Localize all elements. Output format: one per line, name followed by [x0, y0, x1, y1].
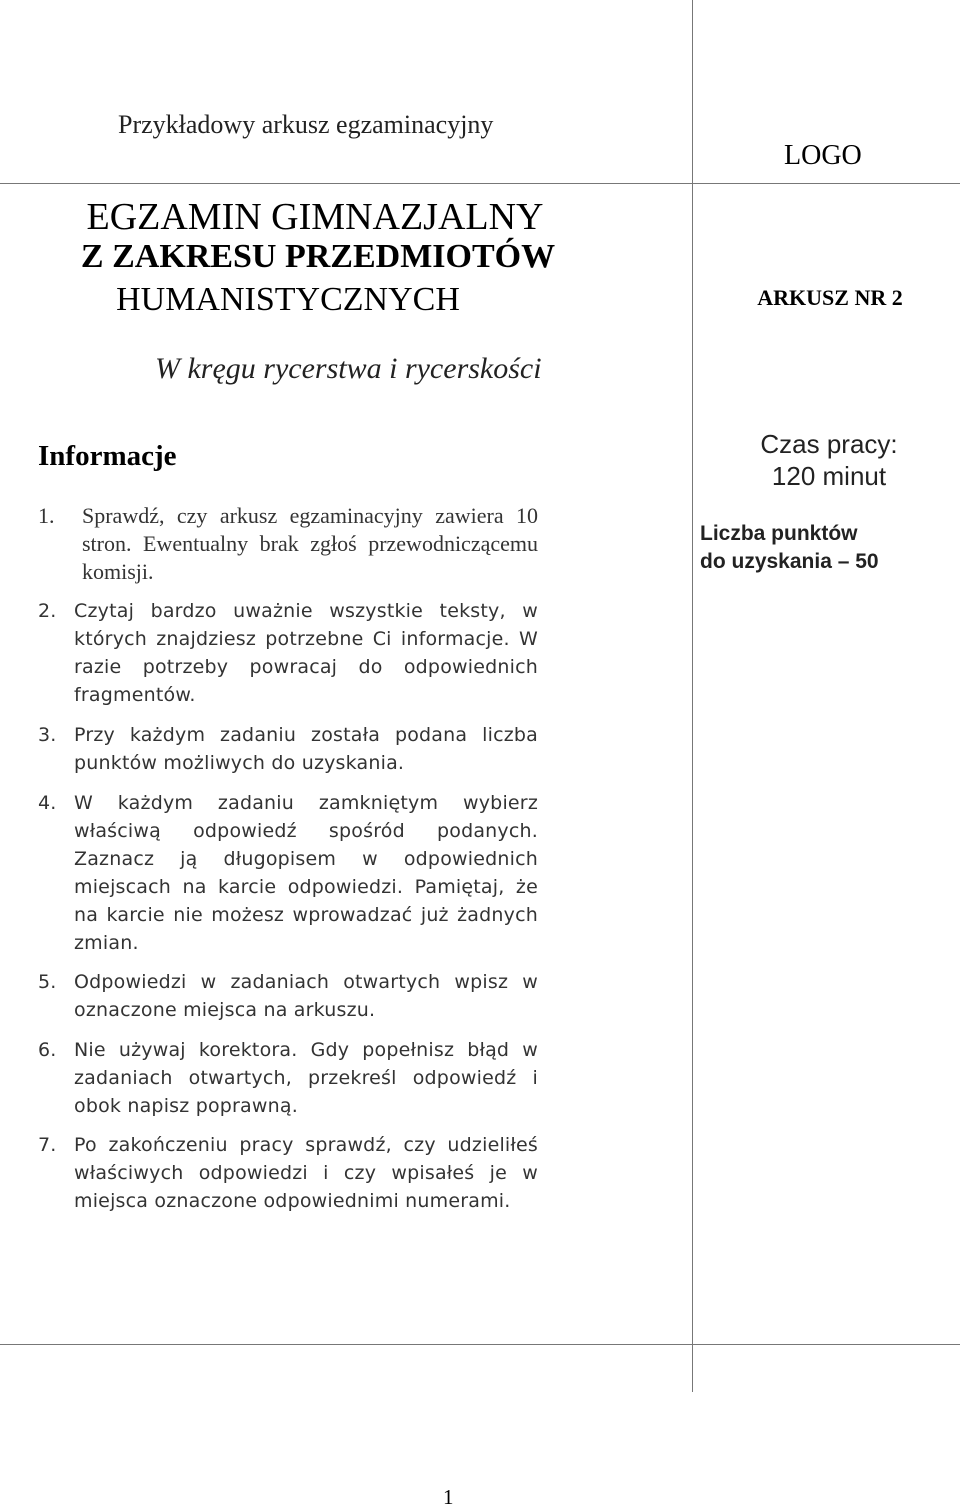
logo-placeholder: LOGO: [784, 140, 862, 171]
vertical-divider: [692, 0, 693, 1392]
info-item-number: 1.: [38, 503, 55, 528]
sheet-number: ARKUSZ NR 2: [757, 285, 903, 310]
info-item-text: W każdym zadaniu zamkniętym wybierz właściwą odpowiedź spośród podanych. Zaznacz ją długopisem w odpowiednich miejscach na karcie odpowiedzi. Pamiętaj, że na karcie nie możesz wprowadzać już żadnych zmian.: [74, 792, 538, 954]
info-item: [38, 502, 538, 586]
info-item-text: Odpowiedzi w zadaniach otwartych wpisz w oznaczone miejsca na arkuszu.: [74, 971, 538, 1021]
info-item-number: 6.: [38, 1039, 57, 1061]
info-item-number: 2.: [38, 600, 57, 622]
exam-title-line1: EGZAMIN GIMNAZJALNY: [86, 196, 544, 238]
exam-title-line2: Z ZAKRESU PRZEDMIOTÓW: [80, 238, 556, 275]
max-points-value: do uzyskania – 50: [700, 550, 879, 573]
info-item-number: 5.: [38, 971, 57, 993]
work-time: [700, 428, 958, 492]
info-item-text: Czytaj bardzo uważnie wszystkie teksty, w których znajdziesz potrzebne Ci informacje. W razie potrzeby powracaj do odpowiednich fragmentów.: [74, 600, 538, 706]
info-item: [38, 1131, 538, 1215]
max-points: [700, 520, 879, 576]
info-item-number: 4.: [38, 792, 57, 814]
exam-subtitle: W kręgu rycerstwa i rycerskości: [155, 352, 542, 385]
info-item-number: 7.: [38, 1134, 57, 1156]
max-points-label: Liczba punktów: [700, 522, 858, 545]
info-item: [38, 721, 538, 777]
sheet-type-title: Przykładowy arkusz egzaminacyjny: [118, 110, 494, 139]
info-item: [38, 789, 538, 957]
info-item-text: Sprawdź, czy arkusz egzaminacyjny zawiera 10 stron. Ewentualny brak zgłoś przewodniczącemu komisji.: [82, 503, 538, 584]
work-time-label: Czas pracy:: [760, 429, 898, 459]
info-item: [38, 968, 538, 1024]
top-divider: [0, 183, 960, 184]
info-item-text: Nie używaj korektora. Gdy popełnisz błąd w zadaniach otwartych, przekreśl odpowiedź i obok napisz poprawną.: [74, 1039, 538, 1117]
info-item-text: Po zakończeniu pracy sprawdź, czy udzieliłeś właściwych odpowiedzi i czy wpisałeś je w miejsca oznaczone odpowiednimi numerami.: [74, 1134, 538, 1212]
info-heading: Informacje: [38, 440, 177, 472]
info-item: [38, 597, 538, 709]
info-item-number: 3.: [38, 724, 57, 746]
bottom-divider: [0, 1344, 960, 1345]
info-item-text: Przy każdym zadaniu została podana liczba punktów możliwych do uzyskania.: [74, 724, 538, 774]
page-number: 1: [443, 1485, 454, 1509]
info-item: [38, 1036, 538, 1120]
work-time-value: 120 minut: [771, 461, 887, 491]
exam-title-line3: HUMANISTYCZNYCH: [116, 281, 460, 318]
